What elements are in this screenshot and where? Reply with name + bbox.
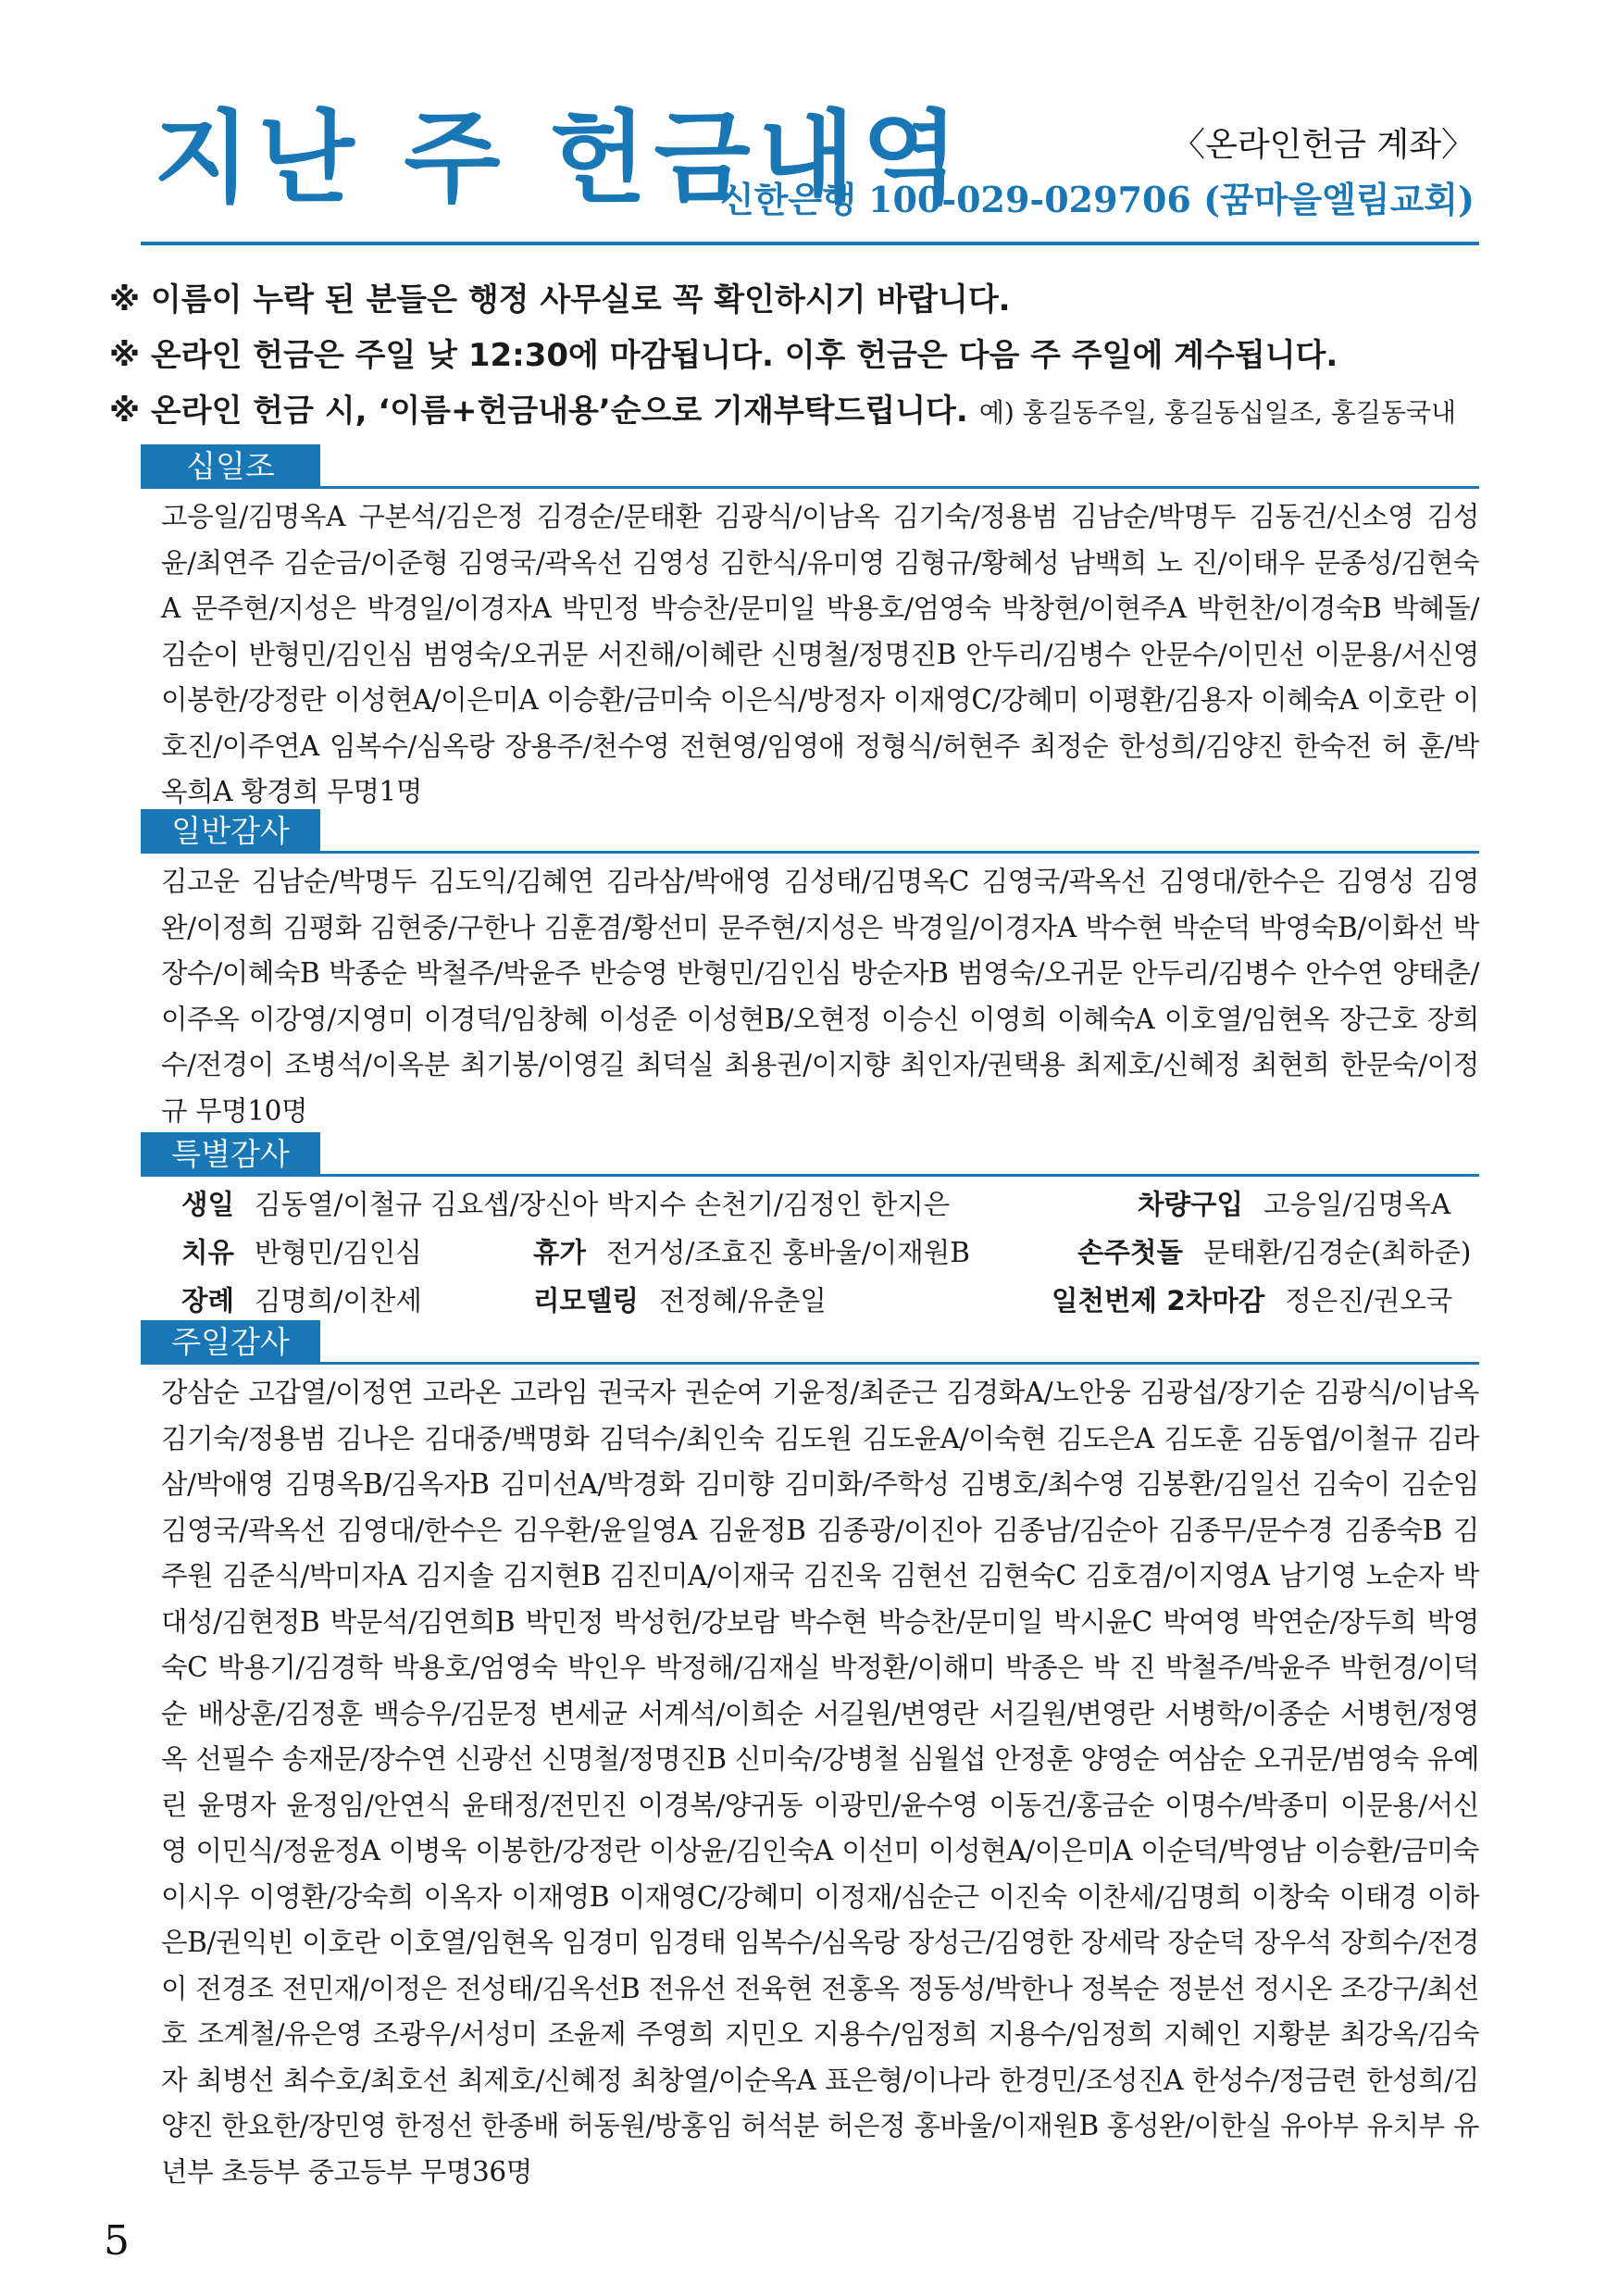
special-label: 일천번제 2차마감: [1052, 1285, 1265, 1316]
special-entry: [1052, 1277, 1452, 1325]
notice-list: [109, 274, 1498, 441]
account-number: 신한은행 100-029-029706 (꿈마을엘림교회): [719, 179, 1475, 220]
section-header: [141, 444, 1479, 489]
special-entry: [181, 1180, 950, 1229]
special-label: 장례: [181, 1285, 234, 1316]
section-rule: [141, 486, 1479, 489]
notice-text: ※ 온라인 헌금 시, ‘이름+헌금내용’순으로 기재부탁드립니다.: [109, 393, 968, 430]
section-rule: [141, 851, 1479, 854]
section-title: 일반감사: [141, 809, 320, 854]
special-value: 김명희/이찬세: [255, 1285, 422, 1316]
special-value: 전정혜/유춘일: [659, 1285, 827, 1316]
special-row: [161, 1277, 1479, 1325]
special-row: [161, 1180, 1479, 1229]
special-label: 치유: [181, 1237, 234, 1268]
special-entry: [533, 1229, 970, 1277]
section-header: [141, 1132, 1479, 1177]
special-label: 리모델링: [533, 1285, 639, 1316]
page-title: 지난 주 헌금내역: [154, 101, 966, 217]
special-grid: [141, 1177, 1479, 1325]
section-rule: [141, 1362, 1479, 1365]
section-title: 십일조: [141, 444, 320, 489]
section-title: 특별감사: [141, 1132, 320, 1177]
section-special: [141, 1132, 1479, 1325]
special-value: 김동열/이철규 김요셉/장신아 박지수 손천기/김정인 한지은: [255, 1189, 951, 1220]
special-value: 반형민/김인심: [255, 1237, 422, 1268]
special-value: 고응일/김명옥A: [1263, 1189, 1451, 1220]
section-general: [141, 809, 1479, 1134]
section-header: [141, 809, 1479, 854]
special-value: 문태환/김경순(최하준): [1203, 1237, 1472, 1268]
notice-item: ※ 이름이 누락 된 분들은 행정 사무실로 꼭 확인하시기 바랍니다.: [109, 281, 1011, 318]
notice-item: [109, 385, 1498, 441]
special-value: 전거성/조효진 홍바울/이재원B: [606, 1237, 970, 1268]
section-sunday: [141, 1320, 1479, 2195]
special-value: 정은진/권오국: [1285, 1285, 1453, 1316]
special-entry: [1138, 1180, 1450, 1229]
page-number: 5: [104, 2217, 130, 2265]
special-label: 차량구입: [1138, 1189, 1243, 1220]
special-label: 손주첫돌: [1077, 1237, 1183, 1268]
name-list: 고응일/김명옥A 구본석/김은정 김경순/문태환 김광식/이남옥 김기숙/정용범 김남순/박명두 김동건/신소영 김성윤/최연주 김순금/이준형 김영국/곽옥선 김영성 김한식/유미영 김형규/황혜성 남백희 노 진/이태우 문종성/김현숙A 문주현/지성은 박경일/이경자A 박민정 박승찬/문미일 박용호/엄영숙 박창현/이현주A 박헌찬/이경숙B 박혜돌/김순이 반형민/김인심 범영숙/오귀문 서진해/이혜란 신명철/정명진B 안두리/김병수 안문수/이민선 이문용/서신영 이봉한/강정란 이성현A/이은미A 이승환/금미숙 이은식/방정자 이재영C/강혜미 이평환/김용자 이혜숙A 이호란 이호진/이주연A 임복수/심옥랑 장용주/천수영 전현영/임영애 정형식/허현주 최정순 한성희/김양진 한숙전 허 훈/박옥희A 황경희 무명1명: [161, 501, 1479, 807]
notice-example: 예) 홍길동주일, 홍길동십일조, 홍길동국내: [978, 397, 1457, 428]
section-header: [141, 1320, 1479, 1365]
special-row: [161, 1229, 1479, 1277]
section-title: 주일감사: [141, 1320, 320, 1365]
special-entry: [181, 1229, 422, 1277]
special-entry: [181, 1277, 422, 1325]
section-tithe: [141, 444, 1479, 816]
header-rule: [141, 242, 1479, 245]
special-label: 생일: [181, 1189, 234, 1220]
special-entry: [533, 1277, 827, 1325]
section-rule: [141, 1174, 1479, 1177]
name-list: 김고운 김남순/박명두 김도익/김혜연 김라삼/박애영 김성태/김명옥C 김영국/곽옥선 김영대/한수은 김영성 김영완/이정희 김평화 김현중/구한나 김훈겸/황선미 문주현/지성은 박경일/이경자A 박수현 박순덕 박영숙B/이화선 박장수/이혜숙B 박종순 박철주/박윤주 반승영 반형민/김인심 방순자B 범영숙/오귀문 안두리/김병수 안수연 양태춘/이주옥 이강영/지영미 이경덕/임창혜 이성준 이성현B/오현정 이승신 이영희 이혜숙A 이호열/임현옥 장근호 장희수/전경이 조병석/이옥분 최기봉/이영길 최덕실 최용권/이지향 최인자/권택용 최제호/신혜정 최현희 한문숙/이정규 무명10명: [161, 866, 1479, 1127]
special-entry: [1077, 1229, 1471, 1277]
name-list: 강삼순 고갑열/이정연 고라온 고라임 권국자 권순여 기윤정/최준근 김경화A/노안웅 김광섭/장기순 김광식/이남옥 김기숙/정용범 김나은 김대중/백명화 김덕수/최인숙 김도원 김도윤A/이숙현 김도은A 김도훈 김동엽/이철규 김라삼/박애영 김명옥B/김옥자B 김미선A/박경화 김미향 김미화/주학성 김병호/최수영 김봉환/김일선 김숙이 김순임 김영국/곽옥선 김영대/한수은 김우환/윤일영A 김윤정B 김종광/이진아 김종남/김순아 김종무/문수경 김종숙B 김주원 김준식/박미자A 김지솔 김지현B 김진미A/이재국 김진욱 김현선 김현숙C 김호겸/이지영A 남기영 노순자 박대성/김현정B 박문석/김연희B 박민정 박성헌/강보람 박수현 박승찬/문미일 박시윤C 박여영 박연순/장두희 박영숙C 박용기/김경학 박용호/엄영숙 박인우 박정해/김재실 박정환/이해미 박종은 박 진 박철주/박윤주 박헌경/이덕순 배상훈/김정훈 백승우/김문정 변세균 서계석/이희순 서길원/변영란 서길원/변영란 서병학/이종순 서병헌/정영옥 선필수 송재문/장수연 신광선 신명철/정명진B 신미숙/강병철 심월섭 안정훈 양영순 여삼순 오귀문/범영숙 유예린 윤명자 윤정임/안연식 윤태정/전민진 이경복/양귀동 이광민/윤수영 이동건/홍금순 이명수/박종미 이문용/서신영 이민식/정윤정A 이병욱 이봉한/강정란 이상윤/김인숙A 이선미 이성현A/이은미A 이순덕/박영남 이승환/금미숙 이시우 이영환/강숙희 이옥자 이재영B 이재영C/강혜미 이정재/심순근 이진숙 이찬세/김명희 이창숙 이태경 이하은B/권익빈 이호란 이호열/임현옥 임경미 임경태 임복수/심옥랑 장성근/김영한 장세락 장순덕 장우석 장희수/전경이 전경조 전민재/이정은 전성태/김옥선B 전유선 전육현 전홍옥 정동성/박한나 정복순 정분선 정시온 조강구/최선호 조계철/유은영 조광우/서성미 조윤제 주영희 지민오 지용수/임정희 지용수/임정희 지혜인 지황분 최강옥/김숙자 최병선 최수호/최호선 최제호/신혜정 최창열/이순옥A 표은형/이나라 한경민/조성진A 한성수/정금련 한성희/김양진 한요한/장민영 한정선 한종배 허동원/방홍임 허석분 허은정 홍바울/이재원B 홍성완/이한실 유아부 유치부 유년부 초등부 중고등부 무명36명: [161, 1377, 1479, 2188]
account-label: 〈온라인헌금 계좌〉: [1172, 126, 1475, 164]
special-label: 휴가: [533, 1237, 586, 1268]
notice-item: ※ 온라인 헌금은 주일 낮 12:30에 마감됩니다. 이후 헌금은 다음 주 주일에 계수됩니다.: [109, 337, 1338, 374]
